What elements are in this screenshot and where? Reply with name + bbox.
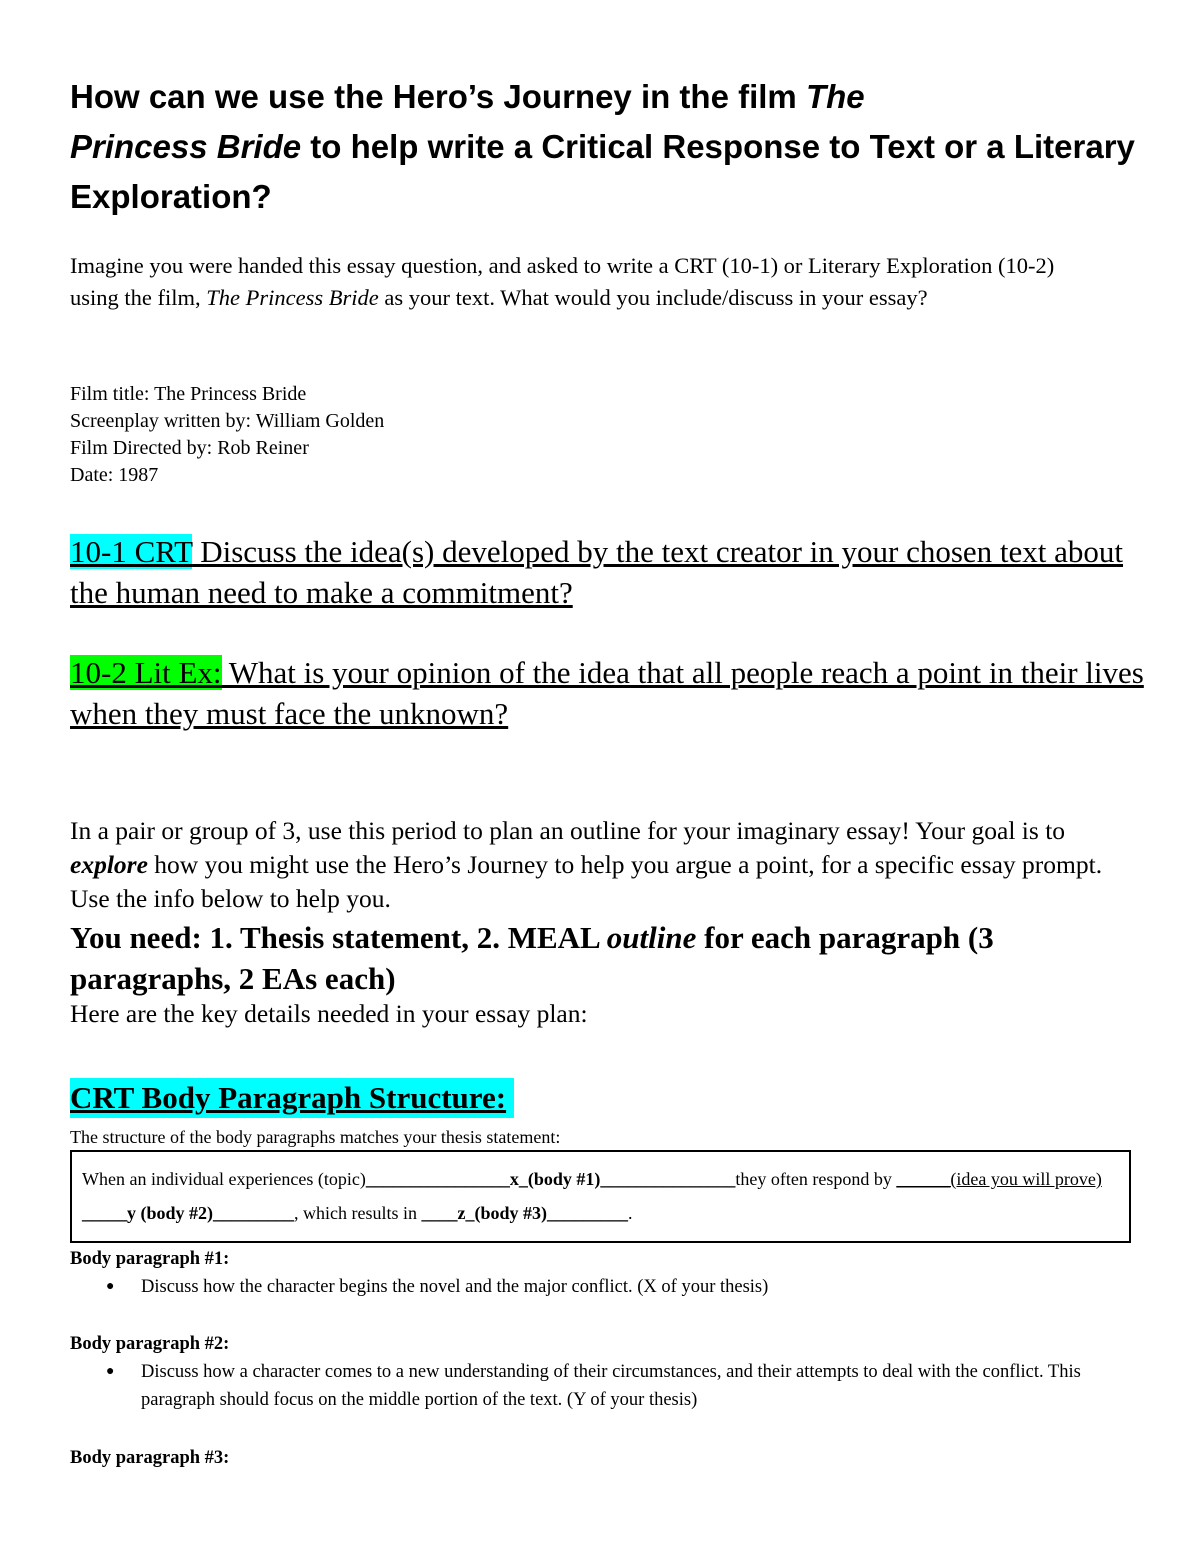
body-paragraph-1-label: Body paragraph #1: [70,1249,230,1269]
bullet-text: Discuss how a character comes to a new understanding of their circumstances, and their attempts to deal with the conflict. This paragraph should focus on the middle portion of the text. (Y of your thesis) [141,1362,1081,1410]
crt-prompt-text: Discuss the idea(s) developed by the text creator in your chosen text about the human need to make a commitment? [70,534,1124,610]
bullet-icon: ● [106,1364,115,1379]
requirements-after: for each paragraph (3 paragraphs, 2 EAs each) [70,920,994,996]
body-paragraph-2-label: Body paragraph #2: [70,1334,230,1354]
page-title [70,72,1150,222]
title-part1: How can we use the Hero’s Journey in the film [70,78,806,115]
thesis-body-3: ____z_(body #3)_________ [421,1203,629,1223]
requirements [70,917,1150,999]
title-film-italic-2: Princess Bride [70,128,302,165]
instructions-paragraph [70,814,1140,916]
thesis-body-1: ________________x_(body #1)_______________ [365,1169,736,1189]
crt-label: 10-1 CRT [70,534,193,569]
thesis-text-3: , which results in [294,1203,422,1223]
director-line: Film Directed by: Rob Reiner [70,437,309,459]
litex-label: 10-2 Lit Ex: [70,655,222,690]
thesis-template-box [70,1150,1131,1243]
screenplay-line: Screenplay written by: William Golden [70,410,385,432]
intro-film: The Princess Bride [206,285,379,310]
intro-after: as your text. What would you include/discuss in your essay? [378,285,928,310]
intro-before: Imagine you were handed this essay question, and asked to write a CRT (10-1) or Literary Exploration (10-2) using the film, [70,253,1055,310]
bullet-icon: ● [106,1279,115,1294]
film-info [70,381,870,489]
thesis-body-2: _____y (body #2)_________ [82,1203,295,1223]
bullet-text: Discuss how the character begins the novel and the major conflict. (X of your thesis) [141,1277,769,1297]
crt-prompt [70,531,1150,613]
key-details-line: Here are the key details needed in your essay plan: [70,999,588,1028]
date-line: Date: 1987 [70,464,159,486]
instructions-before: In a pair or group of 3, use this period to plan an outline for your imaginary essay! Your goal is to [70,816,1066,845]
thesis-text-2: they often respond by [735,1169,897,1189]
film-title-line: Film title: The Princess Bride [70,383,307,405]
litex-prompt-text: What is your opinion of the idea that all people reach a point in their lives when they must face the unknown? [70,655,1144,731]
thesis-text-1: When an individual experiences (topic) [82,1169,366,1189]
thesis-text-4: . [628,1203,633,1223]
instructions-emphasis: explore [70,850,148,879]
crt-structure-heading: CRT Body Paragraph Structure: [70,1078,514,1118]
instructions-after: how you might use the Hero’s Journey to help you argue a point, for a specific essay prompt. Use the info below to help you. [70,850,1103,913]
litex-prompt [70,652,1150,734]
list-item [104,1273,1134,1301]
structure-note: The structure of the body paragraphs matches your thesis statement: [70,1127,561,1147]
title-film-italic-1: The [805,78,865,115]
requirements-emphasis: outline [606,920,697,955]
intro-paragraph [70,250,1090,314]
body-paragraph-3-label: Body paragraph #3: [70,1448,230,1468]
list-item [104,1358,1134,1414]
body-paragraph-1-bullets [104,1273,1134,1301]
thesis-idea-blank: ______(idea you will prove) [896,1169,1102,1189]
requirements-before: You need: 1. Thesis statement, 2. MEAL [70,920,607,955]
body-paragraph-2-bullets [104,1358,1134,1414]
title-part2: to help write a Critical Response to Text or a Literary Exploration? [70,128,1135,215]
